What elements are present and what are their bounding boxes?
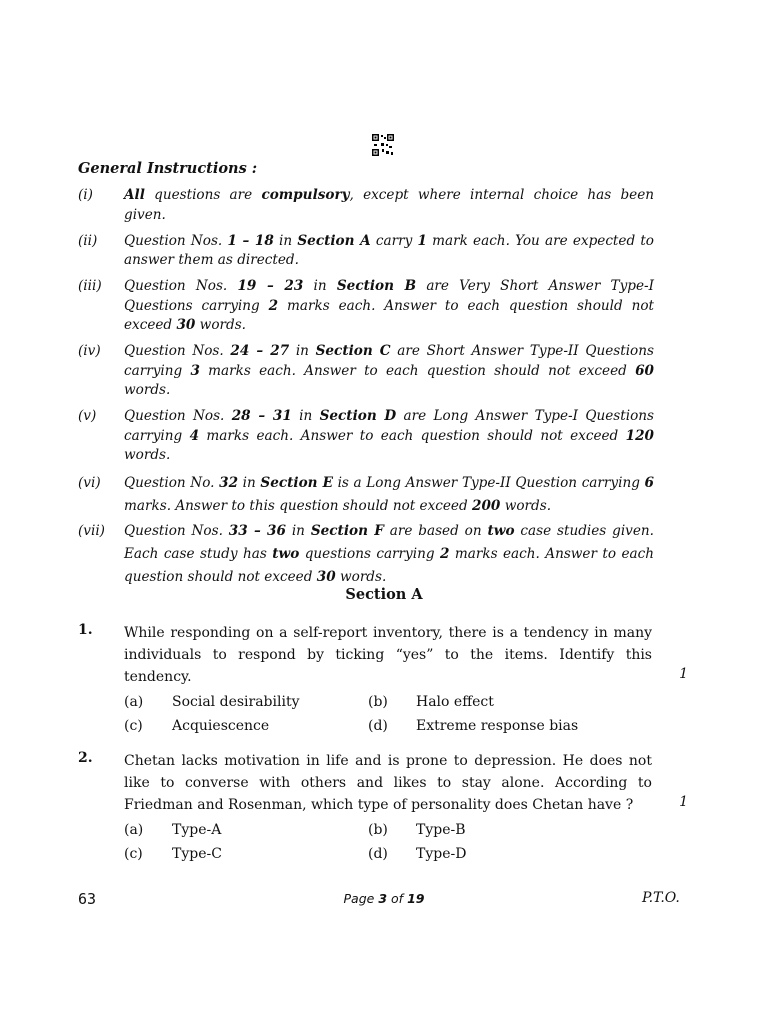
qr-code-icon xyxy=(372,134,394,156)
instruction-item xyxy=(78,277,654,336)
instruction-item xyxy=(78,186,654,225)
instruction-text: All questions are compulsory, except where internal choice has been given. xyxy=(124,187,654,223)
option-text: Acquiescence xyxy=(172,718,270,734)
question-marks: 1 xyxy=(679,666,688,682)
instruction-number: (iv) xyxy=(78,343,101,359)
instruction-number: (ii) xyxy=(78,232,98,249)
instruction-number: (vii) xyxy=(78,523,105,539)
question-number: 1. xyxy=(78,622,93,638)
page-number: 3 xyxy=(378,891,388,906)
question-text: Chetan lacks motivation in life and is prone to depression. He does not like to converse with others and likes to stay alone. According to Friedman and Rosenman, which type of personality does Chetan have ? xyxy=(124,753,652,813)
option-label: (b) xyxy=(368,822,388,838)
answer-option xyxy=(124,846,368,862)
option-label: (c) xyxy=(124,846,143,862)
instruction-text: Question Nos. 24 – 27 in Section C are Short Answer Type-II Questions carrying 3 marks each. Answer to each question should not exceed 60 words. xyxy=(124,343,654,398)
answer-option xyxy=(124,718,368,734)
of-word: of xyxy=(391,891,404,906)
option-label: (d) xyxy=(368,846,388,862)
option-text: Type-B xyxy=(416,822,466,838)
instruction-item xyxy=(78,232,654,271)
option-text: Social desirability xyxy=(172,694,300,710)
instruction-text: Question Nos. 1 – 18 in Section A carry 1 mark each. You are expected to answer them as directed. xyxy=(124,232,654,268)
answer-option xyxy=(368,846,612,862)
instruction-text: Question Nos. 28 – 31 in Section D are Long Answer Type-I Questions carrying 4 marks each. Answer to each question should not exceed 120 words. xyxy=(124,408,654,463)
option-label: (a) xyxy=(124,694,144,710)
instructions-list xyxy=(78,186,654,591)
option-label: (c) xyxy=(124,718,143,734)
instruction-text: Question Nos. 19 – 23 in Section B are Very Short Answer Type-I Questions carrying 2 marks each. Answer to each question should not exceed 30 words. xyxy=(124,278,654,333)
option-label: (a) xyxy=(124,822,144,838)
answer-option xyxy=(368,694,612,710)
instruction-item xyxy=(78,342,654,401)
option-text: Type-C xyxy=(172,846,222,862)
question-number: 2. xyxy=(78,750,93,766)
general-instructions-title: General Instructions : xyxy=(78,160,258,177)
paper-code: 63 xyxy=(78,890,97,908)
instruction-text: Question Nos. 33 – 36 in Section F are based on two case studies given. Each case study has two questions carrying 2 marks each. Answer to each question should not exceed 30 words. xyxy=(124,523,654,585)
page-total: 19 xyxy=(407,891,425,906)
page-word: Page xyxy=(343,891,375,906)
instruction-text: Question No. 32 in Section E is a Long Answer Type-II Question carrying 6 marks. Answer to this question should not exceed 200 words. xyxy=(124,475,654,514)
instruction-item xyxy=(78,472,654,518)
answer-option xyxy=(124,694,368,710)
instruction-number: (i) xyxy=(78,187,93,203)
question-1 xyxy=(78,622,688,738)
question-text: While responding on a self-report inventory, there is a tendency in many individuals to respond by ticking “yes” to the items. Identify this tendency. xyxy=(124,625,652,685)
instruction-number: (vi) xyxy=(78,475,101,491)
question-marks: 1 xyxy=(679,794,688,810)
answer-option xyxy=(368,822,612,838)
option-text: Type-A xyxy=(172,822,222,838)
instruction-item xyxy=(78,407,654,466)
instruction-number: (v) xyxy=(78,408,97,424)
question-2 xyxy=(78,750,688,866)
option-text: Extreme response bias xyxy=(416,718,579,734)
option-label: (b) xyxy=(368,694,388,710)
pto-label: P.T.O. xyxy=(642,890,680,906)
instruction-item xyxy=(78,520,654,589)
answer-option xyxy=(124,822,368,838)
instruction-number: (iii) xyxy=(78,278,102,294)
answer-option xyxy=(368,718,612,734)
section-title: Section A xyxy=(345,586,423,603)
option-text: Halo effect xyxy=(416,694,494,710)
option-label: (d) xyxy=(368,718,388,734)
option-text: Type-D xyxy=(416,846,467,862)
